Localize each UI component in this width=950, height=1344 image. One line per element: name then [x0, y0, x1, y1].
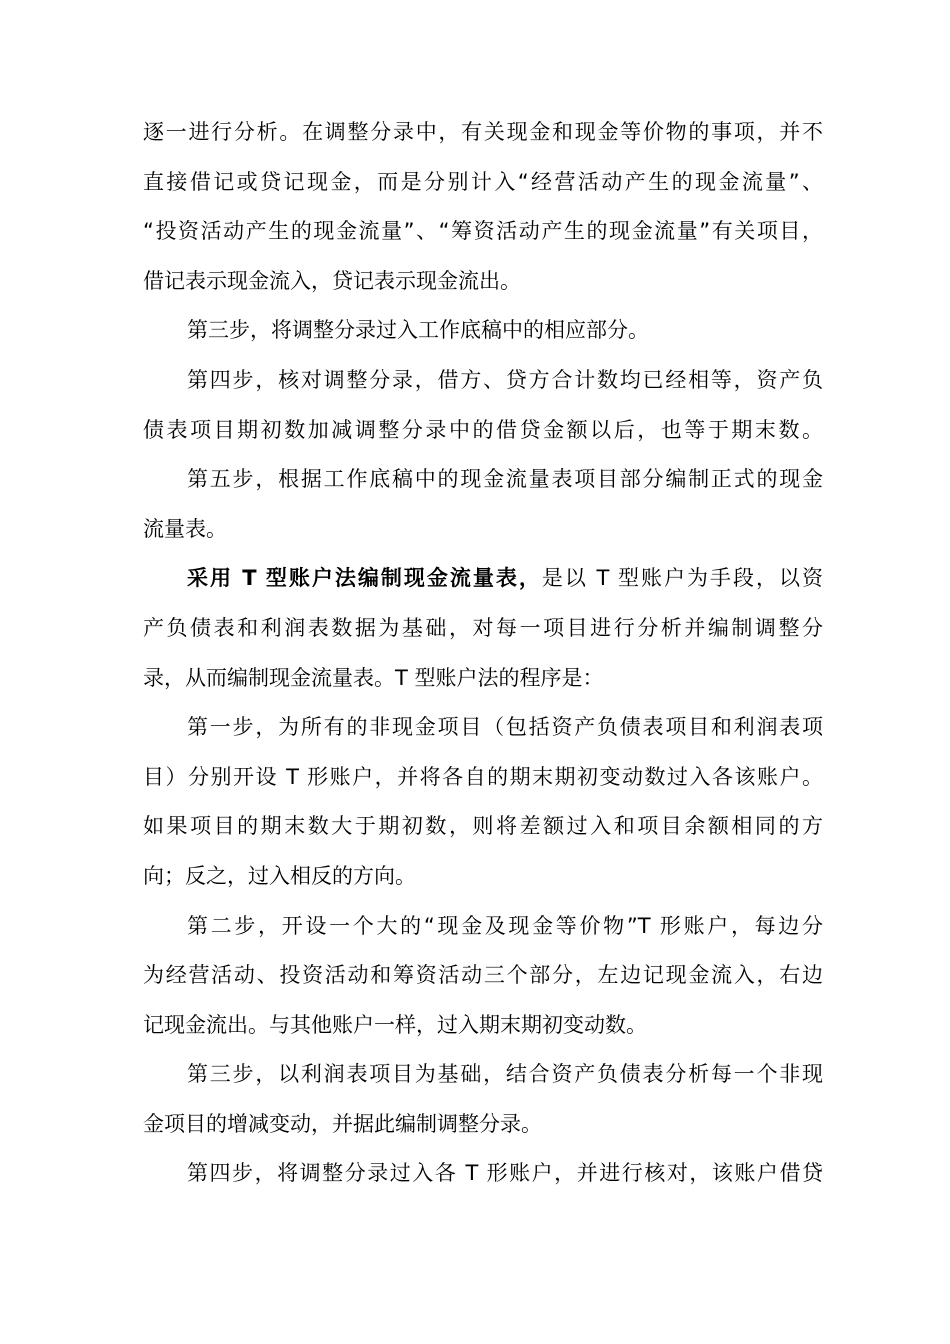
- text-line: 产负债表和利润表数据为基础，对每一项目进行分析并编制调整分: [143, 615, 823, 640]
- text-line: 第四步，将调整分录过入各 T 形账户，并进行核对，该账户借贷: [187, 1161, 823, 1186]
- text-line: 第三步，将调整分录过入工作底稿中的相应部分。: [187, 318, 649, 343]
- text-line: 第一步，为所有的非现金项目（包括资产负债表项目和利润表项: [187, 715, 823, 740]
- text-line: 第四步，核对调整分录，借方、贷方合计数均已经相等，资产负: [187, 367, 823, 392]
- text-span: 是以 T 型账户为手段，以资: [541, 566, 823, 591]
- text-line: 目）分别开设 T 形账户，并将各自的期末期初变动数过入各该账户。: [143, 764, 823, 789]
- text-line: 逐一进行分析。在调整分录中，有关现金和现金等价物的事项，并不: [143, 120, 823, 144]
- text-line: 向；反之，过入相反的方向。: [143, 863, 416, 888]
- text-line: 第三步，以利润表项目为基础，结合资产负债表分析每一个非现: [187, 1062, 823, 1087]
- document-body: [143, 108, 823, 1199]
- text-line: 如果项目的期末数大于期初数，则将差额过入和项目余额相同的方: [143, 814, 823, 839]
- text-line: 录，从而编制现金流量表。T 型账户法的程序是：: [143, 665, 604, 690]
- text-line: “投资活动产生的现金流量”、“筹资活动产生的现金流量”有关项目，: [143, 219, 823, 244]
- text-line: 借记表示现金流入，贷记表示现金流出。: [143, 268, 521, 293]
- text-line: 第五步，根据工作底稿中的现金流量表项目部分编制正式的现金: [187, 467, 823, 492]
- text-line: 记现金流出。与其他账户一样，过入期末期初变动数。: [143, 1012, 647, 1037]
- text-line: 为经营活动、投资活动和筹资活动三个部分，左边记现金流入，右边: [143, 963, 823, 988]
- text-line: 第二步，开设一个大的“现金及现金等价物”T 形账户，每边分: [187, 913, 823, 938]
- text-line: 流量表。: [143, 516, 227, 541]
- t-account-intro-line: [143, 554, 823, 604]
- text-line: 金项目的增减变动，并据此编制调整分录。: [143, 1111, 542, 1136]
- text-line: 债表项目期初数加减调整分录中的借贷金额以后，也等于期末数。: [143, 417, 823, 442]
- t-account-method-heading: 采用 T 型账户法编制现金流量表，: [187, 566, 542, 591]
- text-line: 直接借记或贷记现金，而是分别计入“经营活动产生的现金流量”、: [143, 169, 823, 194]
